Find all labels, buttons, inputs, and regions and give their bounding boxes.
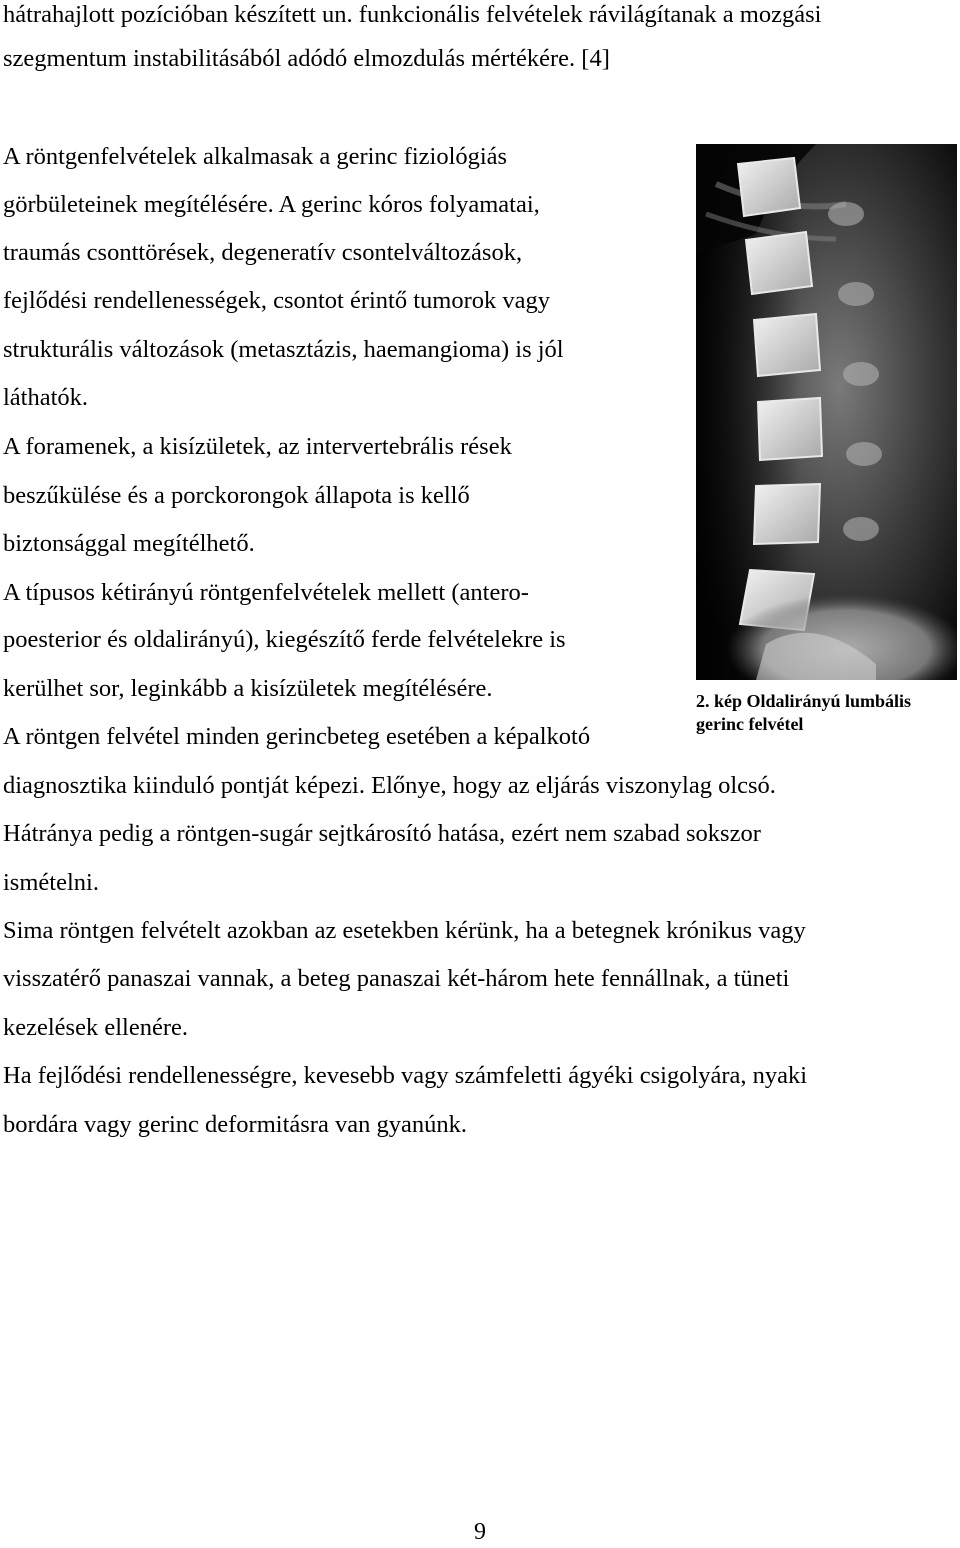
body-text-line: szegmentum instabilitásából adódó elmozdulás mértékére. [4] xyxy=(3,45,610,72)
figure-caption xyxy=(696,690,958,736)
body-text-line: ismételni. xyxy=(3,869,99,896)
body-text-line: A röntgenfelvételek alkalmasak a gerinc fiziológiás xyxy=(3,143,508,170)
page-number: 9 xyxy=(474,1519,486,1545)
body-text-line: beszűkülése és a porckorongok állapota is kellő xyxy=(3,482,470,509)
body-text-line: strukturális változások (metasztázis, haemangioma) is jól xyxy=(3,336,564,363)
body-text-line: bordára vagy gerinc deformitásra van gyanúnk. xyxy=(3,1111,467,1138)
figure-caption-line: 2. kép Oldalirányú lumbális xyxy=(696,691,912,711)
body-text-line: Hátránya pedig a röntgen-sugár sejtkárosító hatása, ezért nem szabad sokszor xyxy=(3,820,761,847)
body-text-line: Ha fejlődési rendellenességre, kevesebb vagy számfeletti ágyéki csigolyára, nyaki xyxy=(3,1062,808,1089)
body-text-line: biztonsággal megítélhető. xyxy=(3,530,255,557)
body-text-line: görbületeinek megítélésére. A gerinc kóros folyamatai, xyxy=(3,191,540,218)
body-text-line: A típusos kétirányú röntgenfelvételek mellett (antero- xyxy=(3,579,529,606)
body-text-line: poesterior és oldalirányú), kiegészítő ferde felvételekre is xyxy=(3,626,566,653)
body-text-line: A foramenek, a kisízületek, az intervertebrális rések xyxy=(3,433,512,460)
body-text-line: Sima röntgen felvételt azokban az esetekben kérünk, ha a betegnek krónikus vagy xyxy=(3,917,806,944)
body-text-line: visszatérő panaszai vannak, a beteg panaszai két-három hete fennállnak, a tüneti xyxy=(3,965,790,992)
body-text-line: láthatók. xyxy=(3,384,89,411)
body-text-line: kerülhet sor, leginkább a kisízületek megítélésére. xyxy=(3,675,493,702)
lumbar-spine-xray-image xyxy=(696,144,957,680)
body-text-line: fejlődési rendellenességek, csontot érintő tumorok vagy xyxy=(3,287,551,314)
body-text-line: diagnosztika kiinduló pontját képezi. Előnye, hogy az eljárás viszonylag olcsó. xyxy=(3,772,776,799)
figure-caption-line: gerinc felvétel xyxy=(696,714,804,734)
body-text-line: kezelések ellenére. xyxy=(3,1014,188,1041)
body-text-line: hátrahajlott pozícióban készített un. funkcionális felvételek rávilágítanak a mozgási xyxy=(3,1,822,28)
body-text-line: A röntgen felvétel minden gerincbeteg esetében a képalkotó xyxy=(3,723,591,750)
body-text-line: traumás csonttörések, degeneratív csontelváltozások, xyxy=(3,239,523,266)
